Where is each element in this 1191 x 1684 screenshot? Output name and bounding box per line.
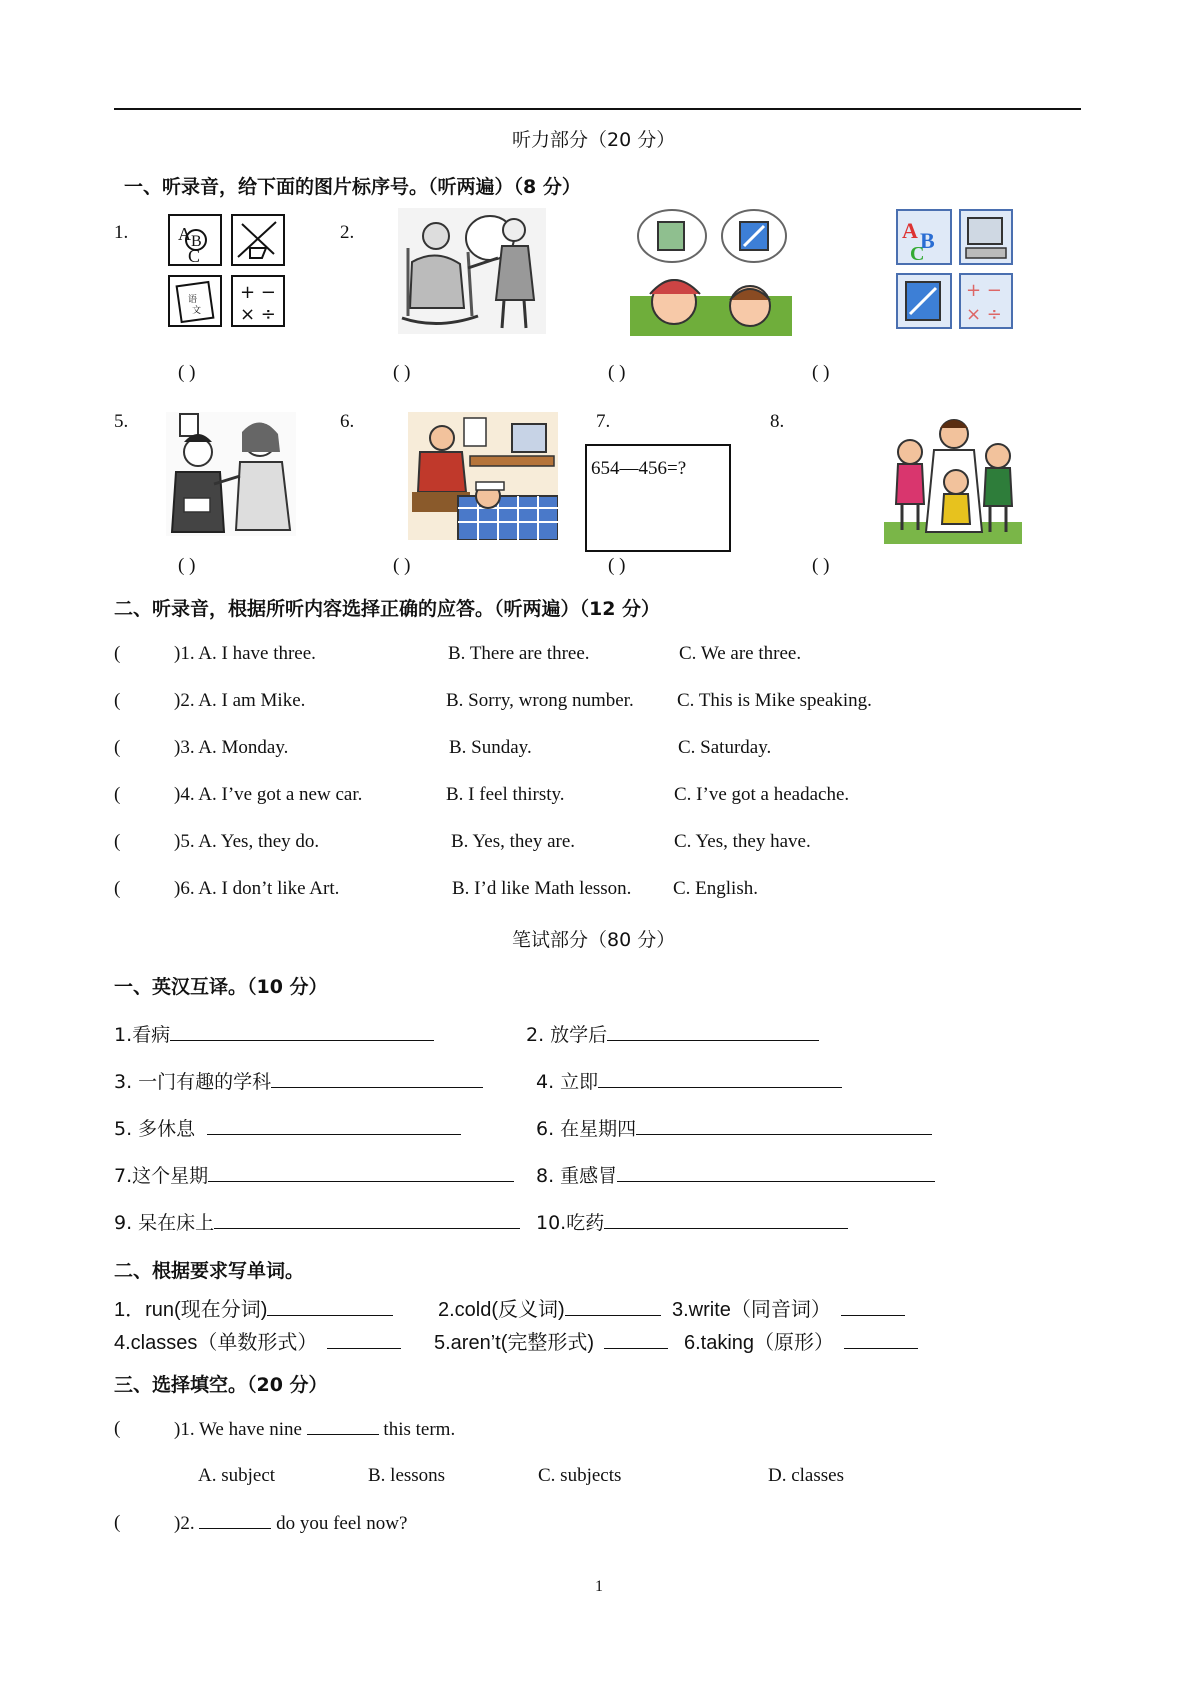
question-1-option-b: B. There are three. xyxy=(448,643,590,664)
listening-title: 听力部分（20 分） xyxy=(512,129,676,151)
word-form-item: 3.write（同音词） xyxy=(672,1293,905,1322)
answer-blank[interactable] xyxy=(214,1212,520,1229)
svg-text:文: 文 xyxy=(192,306,202,316)
word-form-item: 6.taking（原形） xyxy=(684,1326,918,1355)
family-with-children-picture xyxy=(884,412,1022,544)
translation-item: 8. 重感冒 xyxy=(536,1161,935,1188)
answer-blank[interactable] xyxy=(170,1024,434,1041)
sick-boy-in-bed-picture xyxy=(408,412,558,540)
written-title: 笔试部分（80 分） xyxy=(512,929,676,951)
subject-icons-picture-1 xyxy=(166,212,290,330)
question-5-option-c: C. Yes, they have. xyxy=(674,831,811,852)
boy-and-girl-thinking-picture xyxy=(630,208,792,336)
answer-paren-7[interactable]: ( ) xyxy=(608,555,626,576)
mc-1-option-c: C. subjects xyxy=(538,1465,622,1486)
svg-text:+ −: + − xyxy=(240,282,276,303)
question-1-option-a: )1. A. I have three. xyxy=(174,643,316,664)
written-part1-heading: 一、英汉互译。（10 分） xyxy=(114,976,328,998)
written-part3-heading: 三、选择填空。（20 分） xyxy=(114,1374,328,1396)
question-6-option-c: C. English. xyxy=(673,878,758,899)
page-number: 1 xyxy=(595,1578,603,1595)
answer-blank[interactable] xyxy=(607,1024,819,1041)
math-expression: 654—456=? xyxy=(591,458,687,479)
listening-part2-heading: 二、听录音，根据所听内容选择正确的应答。（听两遍）（12 分） xyxy=(114,598,661,620)
svg-text:× ÷: × ÷ xyxy=(240,304,276,325)
question-3-option-b: B. Sunday. xyxy=(449,737,532,758)
translation-item: 10.吃药 xyxy=(536,1208,848,1235)
mc-question-1: )1. We have nine this term. xyxy=(174,1419,456,1440)
question-6-option-b: B. I’d like Math lesson. xyxy=(452,878,632,899)
question-4-option-b: B. I feel thirsty. xyxy=(446,784,565,805)
answer-blank[interactable] xyxy=(208,1165,514,1182)
translation-item: 7.这个星期 xyxy=(114,1161,514,1188)
answer-blank[interactable] xyxy=(636,1118,932,1135)
question-1-option-c: C. We are three. xyxy=(679,643,802,664)
question-2-option-a: )2. A. I am Mike. xyxy=(174,690,306,711)
question-6-option-a: )6. A. I don’t like Art. xyxy=(174,878,340,899)
answer-paren-3[interactable]: ( ) xyxy=(608,362,626,383)
answer-blank[interactable] xyxy=(327,1332,401,1349)
answer-blank[interactable] xyxy=(598,1071,842,1088)
listening-part1-heading: 一、听录音，给下面的图片标序号。（听两遍）（8 分） xyxy=(124,176,581,198)
answer-paren-8[interactable]: ( ) xyxy=(812,555,830,576)
svg-text:A: A xyxy=(178,224,191,244)
svg-text:B: B xyxy=(920,228,935,253)
mc-1-option-d: D. classes xyxy=(768,1465,844,1486)
answer-blank[interactable] xyxy=(307,1418,379,1435)
svg-text:B: B xyxy=(191,233,202,250)
word-form-item: 4.classes（单数形式） xyxy=(114,1326,401,1355)
answer-blank[interactable] xyxy=(844,1332,918,1349)
answer-open-paren[interactable]: ( xyxy=(114,1418,121,1439)
question-4-option-c: C. I’ve got a headache. xyxy=(674,784,850,805)
answer-blank[interactable] xyxy=(604,1332,668,1349)
question-2-option-c: C. This is Mike speaking. xyxy=(677,690,872,711)
written-part2-heading: 二、根据要求写单词。 xyxy=(114,1260,305,1282)
svg-text:× ÷: × ÷ xyxy=(966,304,1002,325)
answer-paren-1[interactable]: ( ) xyxy=(178,362,196,383)
answer-blank[interactable] xyxy=(199,1512,271,1529)
picture-number-6: 6. xyxy=(340,411,355,432)
answer-paren-5[interactable]: ( ) xyxy=(178,555,196,576)
teacher-and-student-picture xyxy=(166,412,296,536)
picture-number-1: 1. xyxy=(114,222,129,243)
svg-text:C: C xyxy=(188,246,201,266)
svg-text:语: 语 xyxy=(188,295,198,305)
word-form-item: 2.cold(反义词) xyxy=(438,1293,661,1322)
word-form-item: 1．run(现在分词) xyxy=(114,1293,393,1322)
math-problem-box xyxy=(585,444,731,552)
question-5-option-b: B. Yes, they are. xyxy=(451,831,576,852)
picture-number-2: 2. xyxy=(340,222,355,243)
grandma-and-girl-picture xyxy=(398,208,546,334)
translation-item: 4. 立即 xyxy=(536,1067,842,1094)
answer-open-paren[interactable]: ( xyxy=(114,643,121,664)
picture-number-7: 7. xyxy=(596,411,611,432)
answer-blank[interactable] xyxy=(841,1299,905,1316)
answer-open-paren[interactable]: ( xyxy=(114,737,121,758)
svg-text:+ −: + − xyxy=(966,280,1002,301)
question-5-option-a: )5. A. Yes, they do. xyxy=(174,831,320,852)
question-2-option-b: B. Sorry, wrong number. xyxy=(446,690,634,711)
translation-item: 2. 放学后 xyxy=(526,1020,819,1047)
translation-item: 9. 呆在床上 xyxy=(114,1208,520,1235)
answer-open-paren[interactable]: ( xyxy=(114,831,121,852)
answer-blank[interactable] xyxy=(267,1299,393,1316)
question-4-option-a: )4. A. I’ve got a new car. xyxy=(174,784,363,805)
word-form-item: 5.aren’t(完整形式) xyxy=(434,1326,668,1355)
answer-paren-6[interactable]: ( ) xyxy=(393,555,411,576)
mc-1-option-b: B. lessons xyxy=(368,1465,446,1486)
top-rule xyxy=(114,108,1081,110)
answer-blank[interactable] xyxy=(207,1118,461,1135)
mc-question-2: )2. do you feel now? xyxy=(174,1513,408,1534)
answer-blank[interactable] xyxy=(565,1299,661,1316)
answer-blank[interactable] xyxy=(604,1212,848,1229)
translation-item: 3. 一门有趣的学科 xyxy=(114,1067,483,1094)
translation-item: 6. 在星期四 xyxy=(536,1114,932,1141)
answer-open-paren[interactable]: ( xyxy=(114,690,121,711)
translation-item: 1.看病 xyxy=(114,1020,434,1047)
answer-paren-4[interactable]: ( ) xyxy=(812,362,830,383)
answer-blank[interactable] xyxy=(271,1071,483,1088)
subject-icons-picture-color xyxy=(896,208,1014,332)
picture-number-5: 5. xyxy=(114,411,129,432)
answer-open-paren[interactable]: ( xyxy=(114,1512,121,1533)
picture-number-8: 8. xyxy=(770,411,785,432)
answer-open-paren[interactable]: ( xyxy=(114,878,121,899)
svg-text:C: C xyxy=(910,243,925,265)
question-3-option-a: )3. A. Monday. xyxy=(174,737,289,758)
svg-text:A: A xyxy=(902,218,918,243)
answer-open-paren[interactable]: ( xyxy=(114,784,121,805)
translation-item: 5. 多休息 xyxy=(114,1114,461,1141)
question-3-option-c: C. Saturday. xyxy=(678,737,772,758)
mc-1-option-a: A. subject xyxy=(198,1465,276,1486)
answer-blank[interactable] xyxy=(617,1165,935,1182)
answer-paren-2[interactable]: ( ) xyxy=(393,362,411,383)
